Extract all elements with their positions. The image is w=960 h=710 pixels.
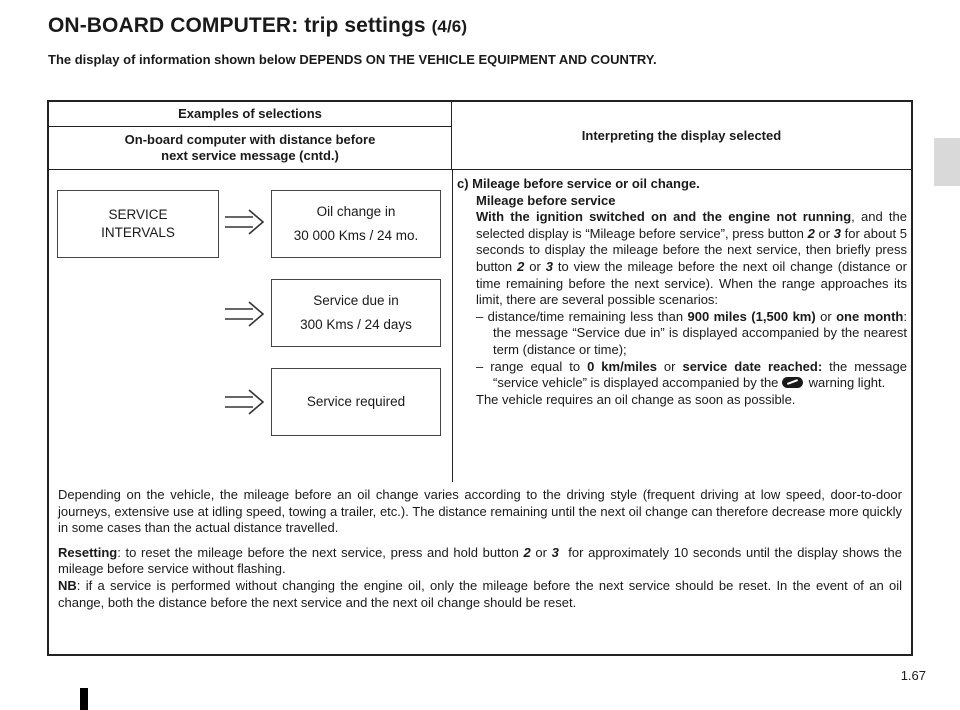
header-interpreting: Interpreting the display selected xyxy=(581,128,782,143)
header-divider xyxy=(49,169,911,170)
settings-table xyxy=(47,100,913,656)
display-line: 300 Kms / 24 days xyxy=(300,317,412,332)
page-number: 1.67 xyxy=(900,668,926,683)
double-arrow-icon xyxy=(223,299,267,329)
notes xyxy=(58,487,902,619)
display-line: SERVICE xyxy=(108,207,168,222)
header-computer-line1: On-board computer with distance before xyxy=(124,132,376,147)
nb-paragraph: NB: if a service is performed without changing the engine oil, only the mileage before the next service should be reset. In the event of an oil change, both the distance before the next service and the next oil change should be reset. xyxy=(58,577,902,610)
double-arrow-icon xyxy=(223,387,267,417)
column-divider xyxy=(452,169,453,482)
description-heading: c) Mileage before service or oil change. xyxy=(457,176,700,191)
description-closing: The vehicle requires an oil change as soon as possible. xyxy=(476,391,796,407)
display-service-due xyxy=(271,279,441,347)
scenario-item: – range equal to 0 km/miles or service date reached: the message “service vehicle” is displayed accompanied by the warning light. xyxy=(476,358,907,391)
resetting-paragraph: Resetting: to reset the mileage before the next service, press and hold button 2 or 3 for approximately 10 seconds until the display shows the mileage before service without flashing. xyxy=(58,544,902,577)
page-marker xyxy=(80,688,88,710)
note-paragraph: Depending on the vehicle, the mileage before an oil change varies according to the driving style (frequent driving at low speed, door-to-door journeys, extensive use at idling speed, towing a trailer, etc.). The distance remaining until the next oil change can therefore decrease more quickly in some cases than the actual distance travelled. xyxy=(58,487,902,536)
description-paragraph: With the ignition switched on and the engine not running, and the selected display is “Mileage before service”, press button 2 or 3 for about 5 seconds to display the mileage before the next service, then briefly press button 2 or 3 to view the mileage before the next oil change (distance or time remaining before the next service). When the range approaches its limit, there are several possible scenarios: xyxy=(476,209,907,308)
title-text: ON-BOARD COMPUTER: trip settings xyxy=(48,14,426,37)
display-line: Service due in xyxy=(313,293,399,308)
double-arrow-icon xyxy=(223,207,267,237)
header-computer xyxy=(49,127,452,169)
service-warning-icon xyxy=(782,377,803,388)
header-computer-line2: next service message (cntd.) xyxy=(161,148,339,163)
title-part: (4/6) xyxy=(431,17,468,36)
display-service-required xyxy=(271,368,441,436)
display-service-intervals xyxy=(57,190,219,258)
display-line: INTERVALS xyxy=(101,225,175,240)
display-oil-change xyxy=(271,190,441,258)
page-subtitle: The display of information shown below DEPENDS ON THE VEHICLE EQUIPMENT AND COUNTRY. xyxy=(48,52,657,67)
display-line: Oil change in xyxy=(316,204,396,219)
display-line: Service required xyxy=(306,394,406,409)
display-line: 30 000 Kms / 24 mo. xyxy=(293,228,419,243)
description xyxy=(457,176,907,408)
description-subheading: Mileage before service xyxy=(476,192,616,208)
header-examples: Examples of selections xyxy=(49,102,452,127)
section-tab xyxy=(934,138,960,186)
page-title xyxy=(48,14,467,38)
scenario-item: – distance/time remaining less than 900 miles (1,500 km) or one month: the message “Service due in” is displayed accompanied by the nearest term (distance or time); xyxy=(476,308,907,357)
